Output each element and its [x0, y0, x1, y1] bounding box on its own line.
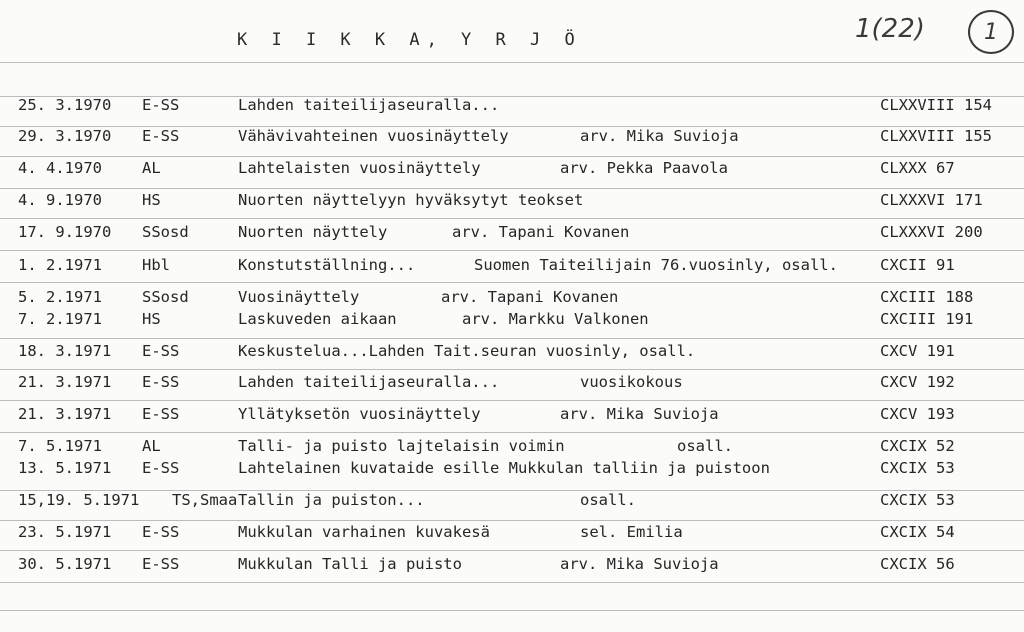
entry-note: arv. Tapani Kovanen — [441, 288, 619, 306]
entry-row — [0, 555, 1024, 577]
entry-date: 4. 4.1970 — [18, 159, 102, 177]
ruled-line — [0, 62, 1024, 63]
entry-row — [0, 459, 1024, 481]
entry-title: Vuosinäyttely — [238, 288, 360, 306]
entry-title: Yllätyksetön vuosinäyttely — [238, 405, 481, 423]
entry-source-code: HS — [142, 191, 161, 209]
entry-title: Lahden taiteilijaseuralla... — [238, 96, 500, 114]
entry-reference: CXCIII 188 — [880, 288, 974, 306]
entry-note: arv. Mika Suvioja — [560, 555, 719, 573]
entry-note: arv. Mika Suvioja — [560, 405, 719, 423]
entry-date: 29. 3.1970 — [18, 127, 112, 145]
entry-row — [0, 523, 1024, 545]
entry-date: 17. 9.1970 — [18, 223, 112, 241]
entry-reference: CLXXXVI 171 — [880, 191, 983, 209]
entry-row — [0, 127, 1024, 149]
ruled-line — [0, 282, 1024, 283]
entry-date: 25. 3.1970 — [18, 96, 112, 114]
entry-row — [0, 437, 1024, 459]
entry-note: vuosikokous — [580, 373, 683, 391]
entry-date: 18. 3.1971 — [18, 342, 112, 360]
entry-title: Konstutställning... — [238, 256, 416, 274]
entry-source-code: E-SS — [142, 96, 180, 114]
entry-source-code: AL — [142, 159, 161, 177]
entry-title: Mukkulan varhainen kuvakesä — [238, 523, 490, 541]
entry-source-code: SSosd — [142, 288, 189, 306]
entry-row — [0, 223, 1024, 245]
entry-reference: CXCIX 56 — [880, 555, 955, 573]
handwritten-page-number: 1(22) — [855, 14, 925, 44]
entry-row — [0, 491, 1024, 513]
entry-title: Mukkulan Talli ja puisto — [238, 555, 462, 573]
entry-source-code: HS — [142, 310, 161, 328]
entry-reference: CLXXX 67 — [880, 159, 955, 177]
entry-reference: CXCV 193 — [880, 405, 955, 423]
entry-title: Lahtelaisten vuosinäyttely — [238, 159, 481, 177]
entry-source-code: TS,Smaa — [172, 491, 238, 509]
ruled-line — [0, 400, 1024, 401]
ruled-line — [0, 550, 1024, 551]
ruled-line — [0, 520, 1024, 521]
entry-source-code: E-SS — [142, 373, 180, 391]
entry-title: Tallin ja puiston... — [238, 491, 425, 509]
ruled-line — [0, 188, 1024, 189]
entry-source-code: E-SS — [142, 342, 180, 360]
entry-row — [0, 159, 1024, 181]
ruled-line — [0, 610, 1024, 611]
entry-note: sel. Emilia — [580, 523, 683, 541]
entry-source-code: E-SS — [142, 459, 180, 477]
entry-reference: CLXXVIII 155 — [880, 127, 992, 145]
entry-note: arv. Pekka Paavola — [560, 159, 728, 177]
entry-reference: CXCIX 54 — [880, 523, 955, 541]
ruled-line — [0, 369, 1024, 370]
entry-row — [0, 373, 1024, 395]
entry-note: arv. Markku Valkonen — [462, 310, 649, 328]
entry-date: 7. 5.1971 — [18, 437, 102, 455]
entry-source-code: Hbl — [142, 256, 170, 274]
entry-reference: CXCIX 53 — [880, 491, 955, 509]
entry-date: 21. 3.1971 — [18, 373, 112, 391]
handwritten-circled-number: 1 — [968, 10, 1014, 54]
entry-date: 13. 5.1971 — [18, 459, 112, 477]
entry-title: Keskustelua...Lahden Tait.seuran vuosinly, osall. — [238, 342, 696, 360]
entry-date: 30. 5.1971 — [18, 555, 112, 573]
entry-date: 21. 3.1971 — [18, 405, 112, 423]
ruled-line — [0, 582, 1024, 583]
entry-row — [0, 342, 1024, 364]
entry-title: Lahtelainen kuvataide esille Mukkulan talliin ja puistoon — [238, 459, 770, 477]
entry-date: 4. 9.1970 — [18, 191, 102, 209]
entry-title: Vähävivahteinen vuosinäyttely — [238, 127, 509, 145]
entry-source-code: E-SS — [142, 555, 180, 573]
card-title: K I I K K A, Y R J Ö — [237, 30, 582, 50]
entry-row — [0, 405, 1024, 427]
entry-date: 7. 2.1971 — [18, 310, 102, 328]
entry-title: Nuorten näyttelyyn hyväksytyt teokset — [238, 191, 584, 209]
entry-reference: CXCV 192 — [880, 373, 955, 391]
ruled-line — [0, 156, 1024, 157]
entry-title: Laskuveden aikaan — [238, 310, 397, 328]
entry-source-code: E-SS — [142, 127, 180, 145]
entry-title: Lahden taiteilijaseuralla... — [238, 373, 500, 391]
ruled-line — [0, 218, 1024, 219]
entry-note: osall. — [677, 437, 733, 455]
ruled-line — [0, 338, 1024, 339]
entry-reference: CLXXXVI 200 — [880, 223, 983, 241]
entry-reference: CXCV 191 — [880, 342, 955, 360]
entry-note: arv. Tapani Kovanen — [452, 223, 630, 241]
entry-title: Talli- ja puisto lajtelaisin voimin — [238, 437, 565, 455]
entry-note: Suomen Taiteilijain 76.vuosinly, osall. — [474, 256, 838, 274]
entry-note: osall. — [580, 491, 636, 509]
entry-reference: CXCII 91 — [880, 256, 955, 274]
entry-source-code: SSosd — [142, 223, 189, 241]
entry-reference: CLXXVIII 154 — [880, 96, 992, 114]
entry-date: 15,19. 5.1971 — [18, 491, 140, 509]
entry-note: arv. Mika Suvioja — [580, 127, 739, 145]
entry-row — [0, 310, 1024, 332]
entry-source-code: E-SS — [142, 405, 180, 423]
entry-date: 23. 5.1971 — [18, 523, 112, 541]
entry-title: Nuorten näyttely — [238, 223, 388, 241]
entry-source-code: E-SS — [142, 523, 180, 541]
entry-row — [0, 96, 1024, 118]
entry-reference: CXCIX 52 — [880, 437, 955, 455]
ruled-line — [0, 250, 1024, 251]
entry-date: 1. 2.1971 — [18, 256, 102, 274]
entry-row — [0, 256, 1024, 278]
entry-row — [0, 191, 1024, 213]
entry-reference: CXCIII 191 — [880, 310, 974, 328]
entry-row — [0, 288, 1024, 310]
entry-date: 5. 2.1971 — [18, 288, 102, 306]
ruled-line — [0, 432, 1024, 433]
entry-source-code: AL — [142, 437, 161, 455]
entry-reference: CXCIX 53 — [880, 459, 955, 477]
